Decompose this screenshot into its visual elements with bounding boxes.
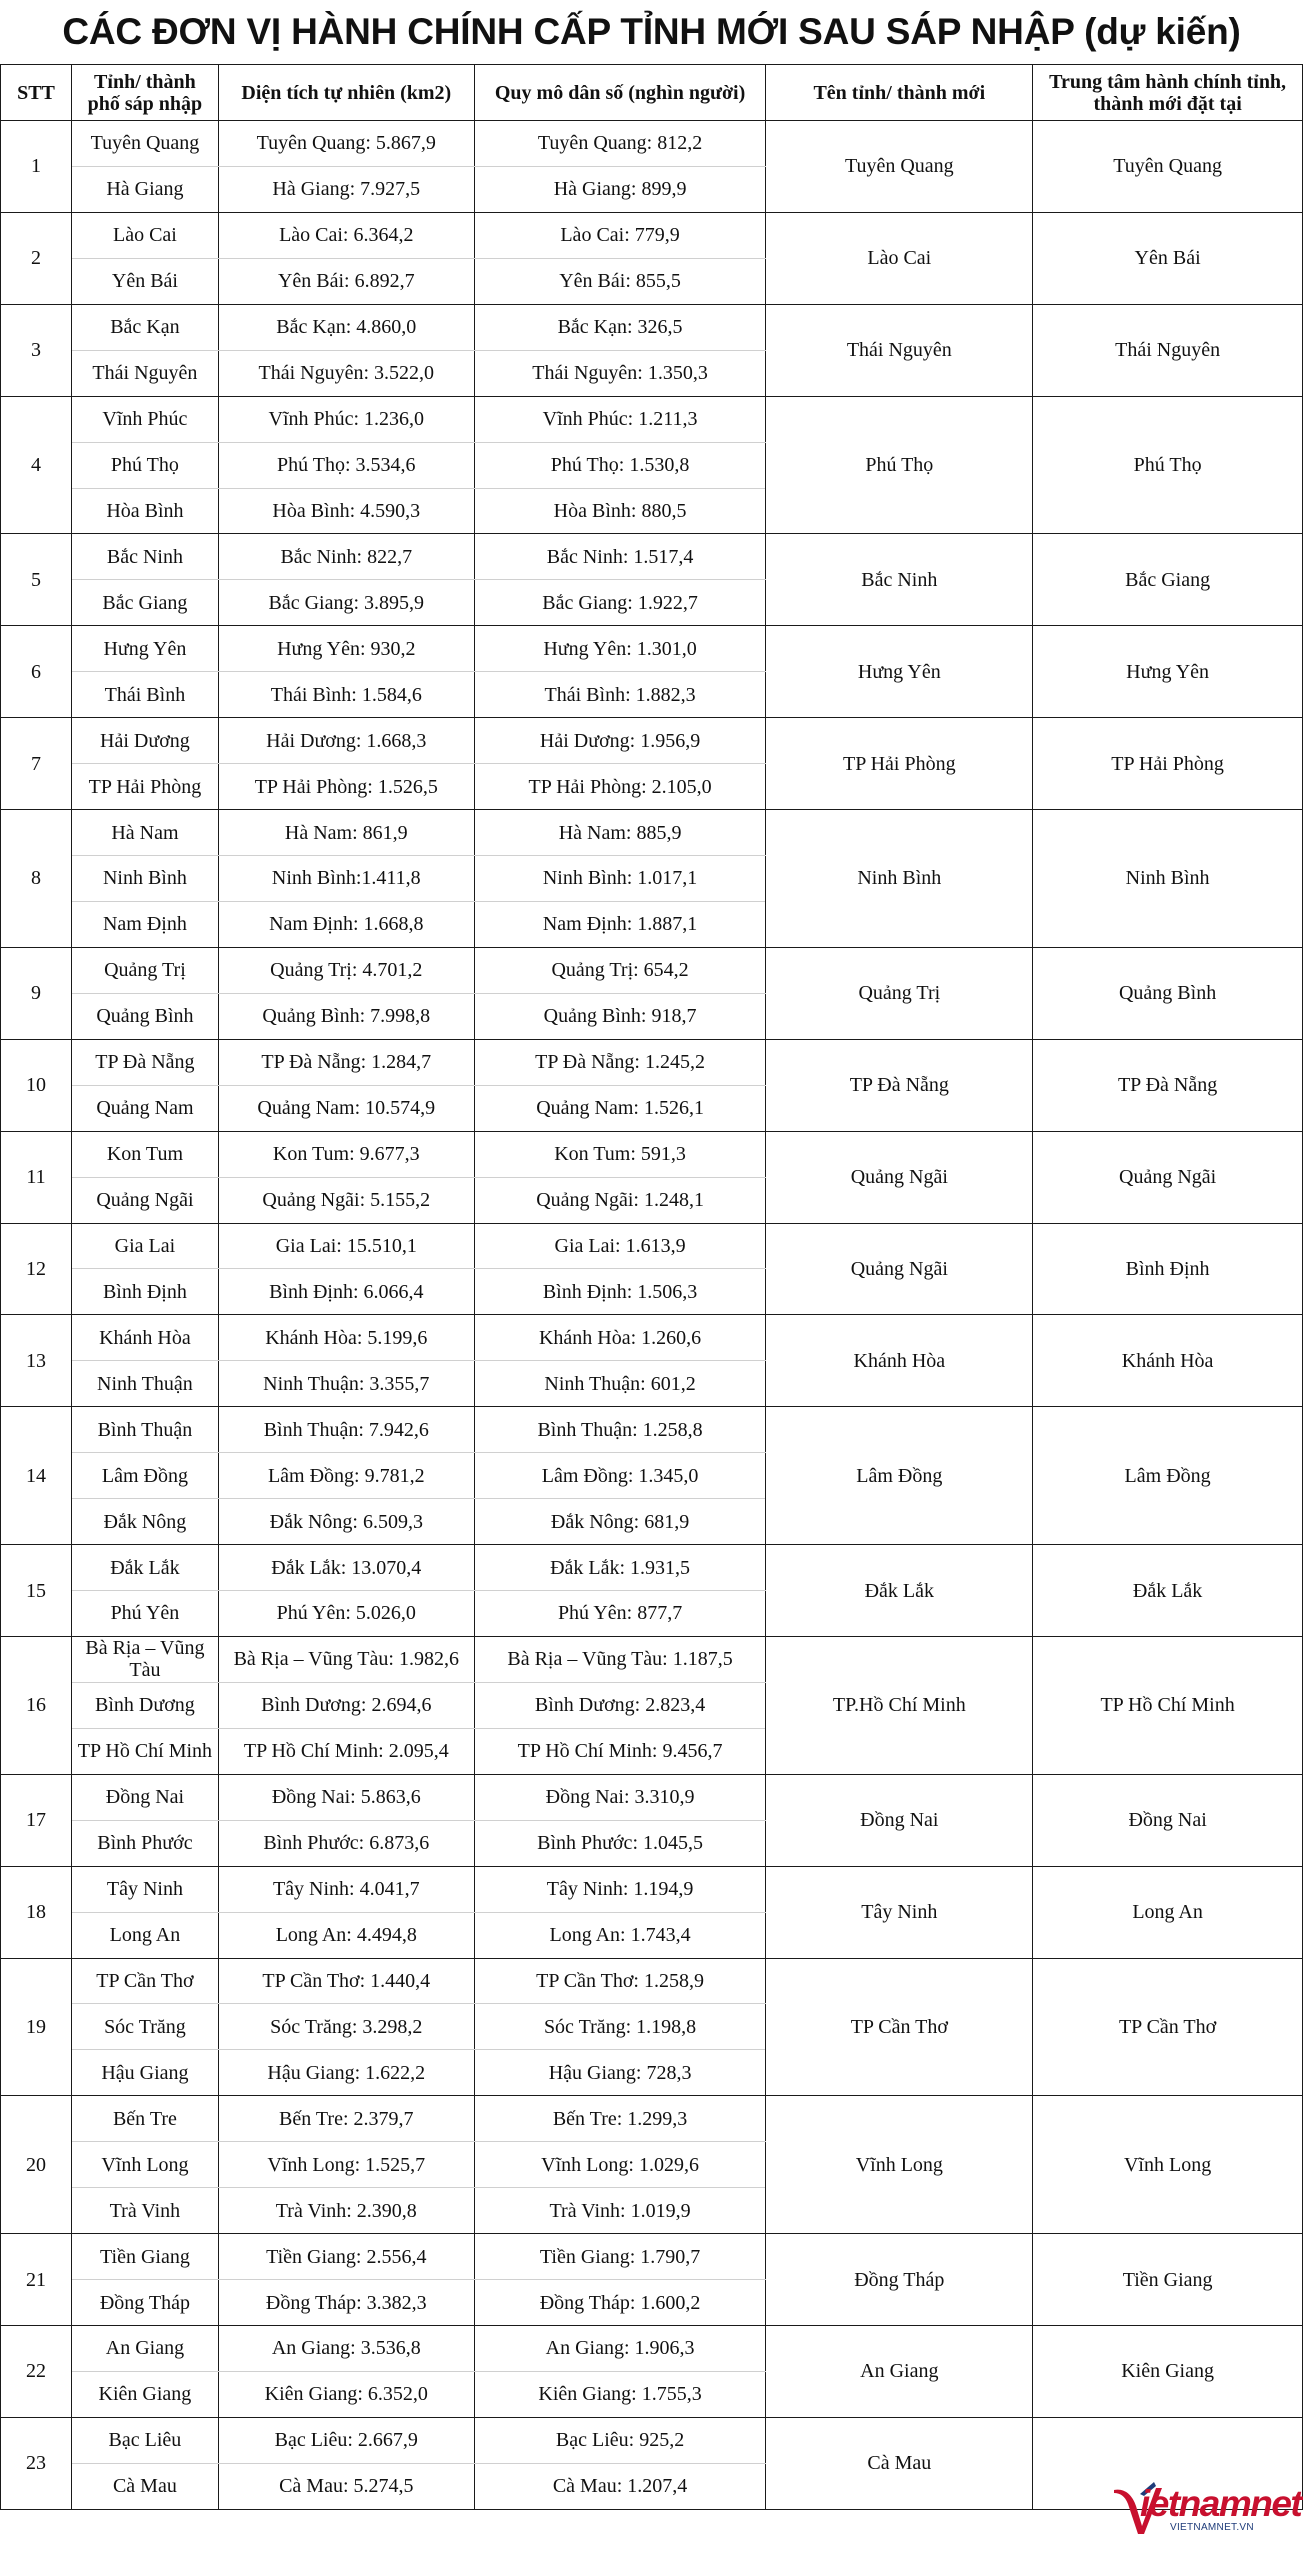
- province-name-cell: Quảng Ngãi: [71, 1177, 218, 1223]
- area-cell: Thái Nguyên: 3.522,0: [218, 350, 474, 396]
- table-row: [1, 1223, 1303, 1269]
- population-cell: Ninh Thuận: 601,2: [474, 1361, 766, 1407]
- population-cell: Bình Định: 1.506,3: [474, 1269, 766, 1315]
- population-cell: Hòa Bình: 880,5: [474, 488, 766, 534]
- center-cell: Tuyên Quang: [1033, 121, 1303, 213]
- province-name-cell: Bà Rịa – Vũng Tàu: [71, 1636, 218, 1682]
- new-name-cell: Vĩnh Long: [766, 2096, 1033, 2234]
- center-cell: Kiên Giang: [1033, 2326, 1303, 2418]
- table-row: [1, 2417, 1303, 2463]
- header-area: Diện tích tự nhiên (km2): [218, 65, 474, 121]
- center-cell: Đồng Nai: [1033, 1774, 1303, 1866]
- new-name-cell: Hưng Yên: [766, 626, 1033, 718]
- province-name-cell: Quảng Trị: [71, 947, 218, 993]
- area-cell: Gia Lai: 15.510,1: [218, 1223, 474, 1269]
- area-cell: Hòa Bình: 4.590,3: [218, 488, 474, 534]
- new-name-cell: Đắk Lắk: [766, 1545, 1033, 1637]
- population-cell: Lào Cai: 779,9: [474, 212, 766, 258]
- area-cell: Bình Thuận: 7.942,6: [218, 1407, 474, 1453]
- stt-cell: 11: [1, 1131, 72, 1223]
- area-cell: Đắk Lắk: 13.070,4: [218, 1545, 474, 1591]
- center-cell: TP Hồ Chí Minh: [1033, 1636, 1303, 1774]
- table-row: [1, 1636, 1303, 1682]
- area-cell: Yên Bái: 6.892,7: [218, 258, 474, 304]
- table-row: [1, 2096, 1303, 2142]
- table-row: [1, 1545, 1303, 1591]
- province-name-cell: Tiền Giang: [71, 2234, 218, 2280]
- new-name-cell: Quảng Ngãi: [766, 1131, 1033, 1223]
- province-name-cell: Thái Nguyên: [71, 350, 218, 396]
- center-cell: Bình Định: [1033, 1223, 1303, 1315]
- area-cell: Phú Yên: 5.026,0: [218, 1591, 474, 1637]
- new-name-cell: Bắc Ninh: [766, 534, 1033, 626]
- population-cell: Khánh Hòa: 1.260,6: [474, 1315, 766, 1361]
- new-name-cell: Đồng Nai: [766, 1774, 1033, 1866]
- population-cell: Hậu Giang: 728,3: [474, 2050, 766, 2096]
- province-name-cell: Đắk Lắk: [71, 1545, 218, 1591]
- area-cell: Bắc Kạn: 4.860,0: [218, 304, 474, 350]
- population-cell: Bình Dương: 2.823,4: [474, 1682, 766, 1728]
- population-cell: Vĩnh Long: 1.029,6: [474, 2142, 766, 2188]
- new-name-cell: Tây Ninh: [766, 1866, 1033, 1958]
- area-cell: Kon Tum: 9.677,3: [218, 1131, 474, 1177]
- province-name-cell: Quảng Bình: [71, 993, 218, 1039]
- area-cell: Bình Định: 6.066,4: [218, 1269, 474, 1315]
- population-cell: Kiên Giang: 1.755,3: [474, 2371, 766, 2417]
- area-cell: Quảng Ngãi: 5.155,2: [218, 1177, 474, 1223]
- area-cell: TP Hải Phòng: 1.526,5: [218, 764, 474, 810]
- area-cell: Vĩnh Long: 1.525,7: [218, 2142, 474, 2188]
- province-name-cell: Bình Phước: [71, 1820, 218, 1866]
- area-cell: An Giang: 3.536,8: [218, 2326, 474, 2372]
- area-cell: Vĩnh Phúc: 1.236,0: [218, 396, 474, 442]
- province-name-cell: Hải Dương: [71, 718, 218, 764]
- stt-cell: 20: [1, 2096, 72, 2234]
- population-cell: Hà Giang: 899,9: [474, 166, 766, 212]
- population-cell: TP Đà Nẵng: 1.245,2: [474, 1039, 766, 1085]
- new-name-cell: TP Đà Nẵng: [766, 1039, 1033, 1131]
- population-cell: Bình Thuận: 1.258,8: [474, 1407, 766, 1453]
- population-cell: Bắc Kạn: 326,5: [474, 304, 766, 350]
- stt-cell: 17: [1, 1774, 72, 1866]
- population-cell: Tiền Giang: 1.790,7: [474, 2234, 766, 2280]
- province-name-cell: Đắk Nông: [71, 1499, 218, 1545]
- center-cell: Quảng Bình: [1033, 947, 1303, 1039]
- area-cell: TP Cần Thơ: 1.440,4: [218, 1958, 474, 2004]
- province-name-cell: Vĩnh Long: [71, 2142, 218, 2188]
- population-cell: Thái Bình: 1.882,3: [474, 672, 766, 718]
- table-row: [1, 1315, 1303, 1361]
- area-cell: Thái Bình: 1.584,6: [218, 672, 474, 718]
- stt-cell: 2: [1, 212, 72, 304]
- province-name-cell: Trà Vinh: [71, 2188, 218, 2234]
- area-cell: TP Đà Nẵng: 1.284,7: [218, 1039, 474, 1085]
- area-cell: Bà Rịa – Vũng Tàu: 1.982,6: [218, 1636, 474, 1682]
- population-cell: Yên Bái: 855,5: [474, 258, 766, 304]
- province-name-cell: Ninh Bình: [71, 856, 218, 902]
- center-cell: Vĩnh Long: [1033, 2096, 1303, 2234]
- stt-cell: 3: [1, 304, 72, 396]
- province-name-cell: Bắc Kạn: [71, 304, 218, 350]
- stt-cell: 22: [1, 2326, 72, 2418]
- area-cell: Hà Giang: 7.927,5: [218, 166, 474, 212]
- population-cell: Đắk Lắk: 1.931,5: [474, 1545, 766, 1591]
- area-cell: Phú Thọ: 3.534,6: [218, 442, 474, 488]
- area-cell: Long An: 4.494,8: [218, 1912, 474, 1958]
- province-name-cell: Hà Nam: [71, 810, 218, 856]
- province-name-cell: Hòa Bình: [71, 488, 218, 534]
- table-row: [1, 534, 1303, 580]
- area-cell: Ninh Thuận: 3.355,7: [218, 1361, 474, 1407]
- population-cell: Trà Vinh: 1.019,9: [474, 2188, 766, 2234]
- area-cell: Hà Nam: 861,9: [218, 810, 474, 856]
- stt-cell: 1: [1, 121, 72, 213]
- area-cell: TP Hồ Chí Minh: 2.095,4: [218, 1728, 474, 1774]
- province-name-cell: Hưng Yên: [71, 626, 218, 672]
- area-cell: Đồng Nai: 5.863,6: [218, 1774, 474, 1820]
- center-cell: Tiền Giang: [1033, 2234, 1303, 2326]
- center-cell: Khánh Hòa: [1033, 1315, 1303, 1407]
- stt-cell: 7: [1, 718, 72, 810]
- population-cell: Phú Yên: 877,7: [474, 1591, 766, 1637]
- population-cell: Kon Tum: 591,3: [474, 1131, 766, 1177]
- area-cell: Tiền Giang: 2.556,4: [218, 2234, 474, 2280]
- new-name-cell: TP Cần Thơ: [766, 1958, 1033, 2096]
- province-name-cell: Bắc Giang: [71, 580, 218, 626]
- table-row: [1, 2234, 1303, 2280]
- area-cell: Sóc Trăng: 3.298,2: [218, 2004, 474, 2050]
- population-cell: Gia Lai: 1.613,9: [474, 1223, 766, 1269]
- population-cell: An Giang: 1.906,3: [474, 2326, 766, 2372]
- new-name-cell: Quảng Ngãi: [766, 1223, 1033, 1315]
- new-name-cell: An Giang: [766, 2326, 1033, 2418]
- province-name-cell: Kon Tum: [71, 1131, 218, 1177]
- table-row: [1, 1407, 1303, 1453]
- new-name-cell: Lào Cai: [766, 212, 1033, 304]
- area-cell: Hậu Giang: 1.622,2: [218, 2050, 474, 2096]
- new-name-cell: Đồng Tháp: [766, 2234, 1033, 2326]
- population-cell: Bến Tre: 1.299,3: [474, 2096, 766, 2142]
- province-name-cell: Vĩnh Phúc: [71, 396, 218, 442]
- stt-cell: 9: [1, 947, 72, 1039]
- area-cell: Trà Vinh: 2.390,8: [218, 2188, 474, 2234]
- table-row: [1, 2326, 1303, 2372]
- area-cell: Bắc Ninh: 822,7: [218, 534, 474, 580]
- province-name-cell: Khánh Hòa: [71, 1315, 218, 1361]
- area-cell: Bình Phước: 6.873,6: [218, 1820, 474, 1866]
- table-row: [1, 947, 1303, 993]
- population-cell: Bà Rịa – Vũng Tàu: 1.187,5: [474, 1636, 766, 1682]
- center-cell: Quảng Ngãi: [1033, 1131, 1303, 1223]
- population-cell: Bắc Ninh: 1.517,4: [474, 534, 766, 580]
- area-cell: Hưng Yên: 930,2: [218, 626, 474, 672]
- new-name-cell: Phú Thọ: [766, 396, 1033, 534]
- stt-cell: 8: [1, 810, 72, 948]
- stt-cell: 14: [1, 1407, 72, 1545]
- province-name-cell: Bến Tre: [71, 2096, 218, 2142]
- header-new-name: Tên tỉnh/ thành mới: [766, 65, 1033, 121]
- center-cell: Ninh Bình: [1033, 810, 1303, 948]
- table-row: [1, 626, 1303, 672]
- stt-cell: 6: [1, 626, 72, 718]
- stt-cell: 16: [1, 1636, 72, 1774]
- table-header-row: [1, 65, 1303, 121]
- population-cell: Thái Nguyên: 1.350,3: [474, 350, 766, 396]
- province-name-cell: Bình Thuận: [71, 1407, 218, 1453]
- population-cell: Quảng Bình: 918,7: [474, 993, 766, 1039]
- province-name-cell: Hậu Giang: [71, 2050, 218, 2096]
- area-cell: Đồng Tháp: 3.382,3: [218, 2280, 474, 2326]
- table-body: [1, 121, 1303, 2510]
- population-cell: Quảng Trị: 654,2: [474, 947, 766, 993]
- population-cell: Long An: 1.743,4: [474, 1912, 766, 1958]
- stt-cell: 5: [1, 534, 72, 626]
- province-name-cell: Lào Cai: [71, 212, 218, 258]
- area-cell: Quảng Trị: 4.701,2: [218, 947, 474, 993]
- table-row: [1, 1866, 1303, 1912]
- new-name-cell: Khánh Hòa: [766, 1315, 1033, 1407]
- area-cell: Bến Tre: 2.379,7: [218, 2096, 474, 2142]
- new-name-cell: Quảng Trị: [766, 947, 1033, 1039]
- province-name-cell: An Giang: [71, 2326, 218, 2372]
- province-name-cell: Kiên Giang: [71, 2371, 218, 2417]
- area-cell: Tuyên Quang: 5.867,9: [218, 121, 474, 167]
- province-name-cell: Đồng Nai: [71, 1774, 218, 1820]
- table-row: [1, 718, 1303, 764]
- stt-cell: 18: [1, 1866, 72, 1958]
- population-cell: Bắc Giang: 1.922,7: [474, 580, 766, 626]
- table-row: [1, 121, 1303, 167]
- population-cell: TP Cần Thơ: 1.258,9: [474, 1958, 766, 2004]
- area-cell: Tây Ninh: 4.041,7: [218, 1866, 474, 1912]
- province-name-cell: TP Hồ Chí Minh: [71, 1728, 218, 1774]
- area-cell: Lào Cai: 6.364,2: [218, 212, 474, 258]
- population-cell: Quảng Nam: 1.526,1: [474, 1085, 766, 1131]
- header-provinces: Tỉnh/ thành phố sáp nhập: [71, 65, 218, 121]
- province-name-cell: Yên Bái: [71, 258, 218, 304]
- center-cell: Long An: [1033, 1866, 1303, 1958]
- stt-cell: 21: [1, 2234, 72, 2326]
- stt-cell: 12: [1, 1223, 72, 1315]
- new-name-cell: Lâm Đồng: [766, 1407, 1033, 1545]
- population-cell: Hải Dương: 1.956,9: [474, 718, 766, 764]
- area-cell: Đắk Nông: 6.509,3: [218, 1499, 474, 1545]
- province-name-cell: Bình Định: [71, 1269, 218, 1315]
- center-cell: TP Hải Phòng: [1033, 718, 1303, 810]
- area-cell: Ninh Bình:1.411,8: [218, 856, 474, 902]
- new-name-cell: Tuyên Quang: [766, 121, 1033, 213]
- population-cell: Hà Nam: 885,9: [474, 810, 766, 856]
- center-cell: Lâm Đồng: [1033, 1407, 1303, 1545]
- table-row: [1, 1131, 1303, 1177]
- population-cell: Đồng Tháp: 1.600,2: [474, 2280, 766, 2326]
- table-row: [1, 810, 1303, 856]
- stt-cell: 15: [1, 1545, 72, 1637]
- area-cell: Nam Định: 1.668,8: [218, 901, 474, 947]
- province-name-cell: Phú Yên: [71, 1591, 218, 1637]
- population-cell: Tuyên Quang: 812,2: [474, 121, 766, 167]
- area-cell: Hải Dương: 1.668,3: [218, 718, 474, 764]
- stt-cell: 19: [1, 1958, 72, 2096]
- province-name-cell: Phú Thọ: [71, 442, 218, 488]
- header-center: Trung tâm hành chính tỉnh, thành mới đặt tại: [1033, 65, 1303, 121]
- province-name-cell: Bạc Liêu: [71, 2417, 218, 2463]
- table-row: [1, 304, 1303, 350]
- population-cell: Nam Định: 1.887,1: [474, 901, 766, 947]
- stt-cell: 13: [1, 1315, 72, 1407]
- area-cell: Bạc Liêu: 2.667,9: [218, 2417, 474, 2463]
- table-row: [1, 1039, 1303, 1085]
- table-row: [1, 1958, 1303, 2004]
- population-cell: TP Hải Phòng: 2.105,0: [474, 764, 766, 810]
- province-name-cell: Quảng Nam: [71, 1085, 218, 1131]
- table-row: [1, 396, 1303, 442]
- area-cell: Lâm Đồng: 9.781,2: [218, 1453, 474, 1499]
- province-name-cell: Ninh Thuận: [71, 1361, 218, 1407]
- province-name-cell: Đồng Tháp: [71, 2280, 218, 2326]
- population-cell: Sóc Trăng: 1.198,8: [474, 2004, 766, 2050]
- province-name-cell: Thái Bình: [71, 672, 218, 718]
- province-name-cell: Tuyên Quang: [71, 121, 218, 167]
- table-row: [1, 212, 1303, 258]
- area-cell: Kiên Giang: 6.352,0: [218, 2371, 474, 2417]
- province-name-cell: Nam Định: [71, 901, 218, 947]
- population-cell: Đồng Nai: 3.310,9: [474, 1774, 766, 1820]
- area-cell: Cà Mau: 5.274,5: [218, 2463, 474, 2509]
- province-name-cell: Sóc Trăng: [71, 2004, 218, 2050]
- population-cell: Bình Phước: 1.045,5: [474, 1820, 766, 1866]
- province-name-cell: Gia Lai: [71, 1223, 218, 1269]
- stt-cell: 10: [1, 1039, 72, 1131]
- page-title: CÁC ĐƠN VỊ HÀNH CHÍNH CẤP TỈNH MỚI SAU SÁP NHẬP (dự kiến): [62, 11, 1241, 52]
- population-cell: Tây Ninh: 1.194,9: [474, 1866, 766, 1912]
- province-name-cell: Hà Giang: [71, 166, 218, 212]
- vietnamnet-watermark: [1110, 2480, 1302, 2538]
- area-cell: Bình Dương: 2.694,6: [218, 1682, 474, 1728]
- population-cell: Cà Mau: 1.207,4: [474, 2463, 766, 2509]
- population-cell: Bạc Liêu: 925,2: [474, 2417, 766, 2463]
- watermark-logo-text: ietnamnet: [1140, 2483, 1302, 2524]
- new-name-cell: Thái Nguyên: [766, 304, 1033, 396]
- area-cell: Quảng Bình: 7.998,8: [218, 993, 474, 1039]
- new-name-cell: TP.Hồ Chí Minh: [766, 1636, 1033, 1774]
- center-cell: Phú Thọ: [1033, 396, 1303, 534]
- center-cell: Đắk Lắk: [1033, 1545, 1303, 1637]
- province-name-cell: Cà Mau: [71, 2463, 218, 2509]
- center-cell: Yên Bái: [1033, 212, 1303, 304]
- center-cell: TP Cần Thơ: [1033, 1958, 1303, 2096]
- center-cell: Hưng Yên: [1033, 626, 1303, 718]
- population-cell: Quảng Ngãi: 1.248,1: [474, 1177, 766, 1223]
- population-cell: Lâm Đồng: 1.345,0: [474, 1453, 766, 1499]
- center-cell: Bắc Giang: [1033, 534, 1303, 626]
- stt-cell: 23: [1, 2417, 72, 2509]
- province-name-cell: TP Đà Nẵng: [71, 1039, 218, 1085]
- population-cell: Hưng Yên: 1.301,0: [474, 626, 766, 672]
- province-name-cell: Bắc Ninh: [71, 534, 218, 580]
- admin-units-table: [0, 64, 1303, 2510]
- province-name-cell: Tây Ninh: [71, 1866, 218, 1912]
- area-cell: Khánh Hòa: 5.199,6: [218, 1315, 474, 1361]
- province-name-cell: TP Hải Phòng: [71, 764, 218, 810]
- header-stt: STT: [1, 65, 72, 121]
- province-name-cell: Long An: [71, 1912, 218, 1958]
- watermark-url: VIETNAMNET.VN: [1170, 2522, 1254, 2533]
- population-cell: TP Hồ Chí Minh: 9.456,7: [474, 1728, 766, 1774]
- new-name-cell: TP Hải Phòng: [766, 718, 1033, 810]
- new-name-cell: Ninh Bình: [766, 810, 1033, 948]
- center-cell: Thái Nguyên: [1033, 304, 1303, 396]
- province-name-cell: TP Cần Thơ: [71, 1958, 218, 2004]
- population-cell: Vĩnh Phúc: 1.211,3: [474, 396, 766, 442]
- population-cell: Phú Thọ: 1.530,8: [474, 442, 766, 488]
- center-cell: TP Đà Nẵng: [1033, 1039, 1303, 1131]
- stt-cell: 4: [1, 396, 72, 534]
- header-population: Quy mô dân số (nghìn người): [474, 65, 766, 121]
- new-name-cell: Cà Mau: [766, 2417, 1033, 2509]
- table-row: [1, 1774, 1303, 1820]
- area-cell: Bắc Giang: 3.895,9: [218, 580, 474, 626]
- province-name-cell: Bình Dương: [71, 1682, 218, 1728]
- province-name-cell: Lâm Đồng: [71, 1453, 218, 1499]
- population-cell: Ninh Bình: 1.017,1: [474, 856, 766, 902]
- area-cell: Quảng Nam: 10.574,9: [218, 1085, 474, 1131]
- population-cell: Đắk Nông: 681,9: [474, 1499, 766, 1545]
